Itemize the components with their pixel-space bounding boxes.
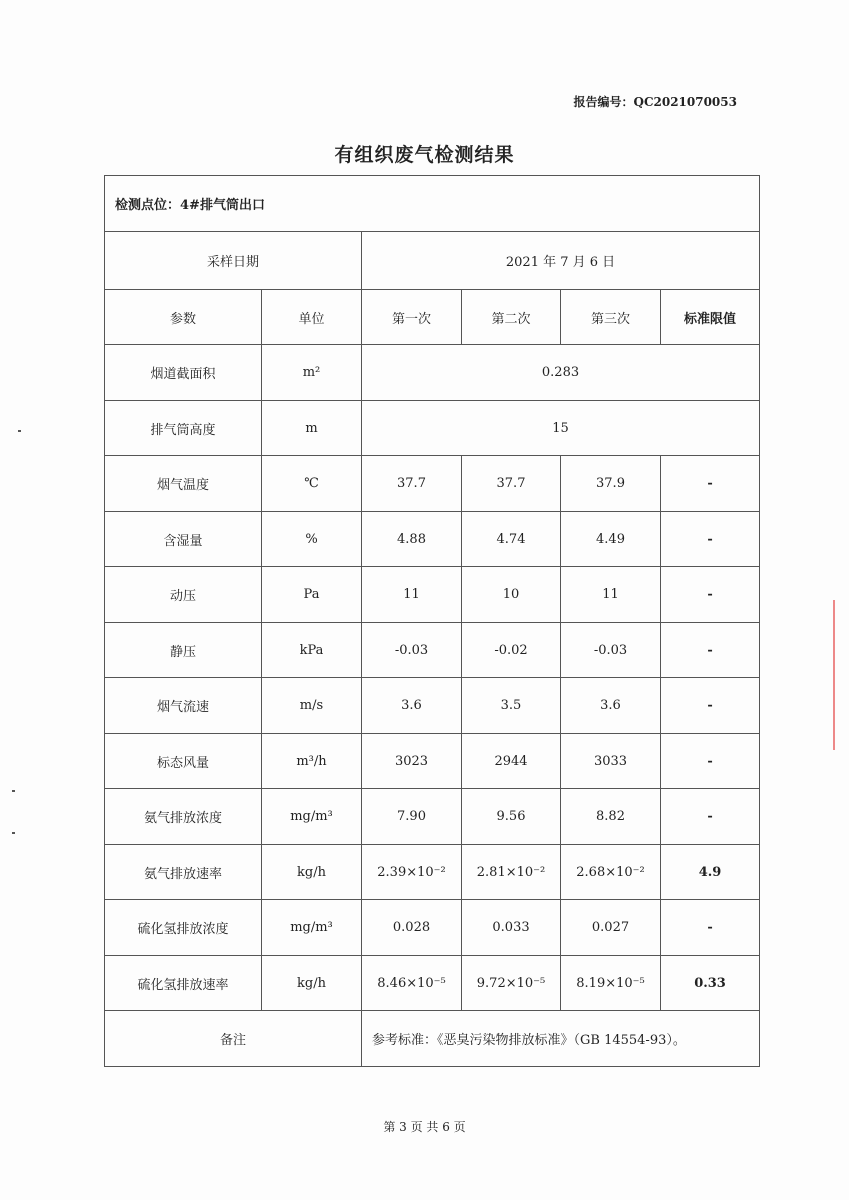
- limit-cell: -: [661, 512, 760, 567]
- unit-cell: m²: [262, 345, 362, 401]
- value-cell: 15: [362, 401, 760, 456]
- seal-stamp: [833, 600, 849, 750]
- run2-cell: 0.033: [462, 900, 561, 956]
- value-cell: 0.283: [362, 345, 760, 401]
- limit-cell: 0.33: [661, 956, 760, 1011]
- run2-cell: 2944: [462, 734, 561, 789]
- sampling-date-label: 采样日期: [105, 232, 362, 290]
- limit-cell: -: [661, 623, 760, 678]
- run3-cell: 3033: [561, 734, 661, 789]
- header-row: [105, 290, 760, 345]
- col-header-unit: 单位: [262, 290, 362, 345]
- table-row: [105, 734, 760, 789]
- unit-cell: %: [262, 512, 362, 567]
- location-row: [105, 176, 760, 232]
- param-cell: 烟气温度: [105, 456, 262, 512]
- run2-cell: 9.72×10⁻⁵: [462, 956, 561, 1011]
- table-row: [105, 401, 760, 456]
- param-cell: 动压: [105, 567, 262, 623]
- scan-speck: [18, 430, 21, 432]
- run3-cell: 3.6: [561, 678, 661, 734]
- results-table: [104, 175, 760, 1067]
- table-row: [105, 678, 760, 734]
- run1-cell: 8.46×10⁻⁵: [362, 956, 462, 1011]
- unit-cell: Pa: [262, 567, 362, 623]
- limit-cell: -: [661, 678, 760, 734]
- run3-cell: 4.49: [561, 512, 661, 567]
- param-cell: 氨气排放速率: [105, 845, 262, 900]
- run1-cell: 4.88: [362, 512, 462, 567]
- run3-cell: 2.68×10⁻²: [561, 845, 661, 900]
- unit-cell: mg/m³: [262, 900, 362, 956]
- param-cell: 氨气排放浓度: [105, 789, 262, 845]
- table-row: [105, 623, 760, 678]
- remark-text: 参考标准：《恶臭污染物排放标准》（GB 14554-93）。: [362, 1011, 760, 1067]
- unit-cell: kPa: [262, 623, 362, 678]
- sampling-date-value: 2021 年 7 月 6 日: [362, 232, 760, 290]
- run2-cell: 10: [462, 567, 561, 623]
- limit-cell: -: [661, 789, 760, 845]
- unit-cell: ℃: [262, 456, 362, 512]
- run2-cell: 2.81×10⁻²: [462, 845, 561, 900]
- run2-cell: 4.74: [462, 512, 561, 567]
- page-footer: 第 3 页 共 6 页: [383, 1120, 466, 1134]
- run1-cell: 7.90: [362, 789, 462, 845]
- col-header-run2: 第二次: [462, 290, 561, 345]
- run1-cell: 37.7: [362, 456, 462, 512]
- param-cell: 烟气流速: [105, 678, 262, 734]
- remark-row: [105, 1011, 760, 1067]
- limit-cell: -: [661, 567, 760, 623]
- col-header-param: 参数: [105, 290, 262, 345]
- location-cell: 检测点位：4#排气筒出口: [105, 176, 760, 232]
- unit-cell: m³/h: [262, 734, 362, 789]
- param-cell: 静压: [105, 623, 262, 678]
- table-row: [105, 512, 760, 567]
- page-title: 有组织废气检测结果: [334, 144, 515, 166]
- table-row: [105, 456, 760, 512]
- param-cell: 含湿量: [105, 512, 262, 567]
- run3-cell: 8.19×10⁻⁵: [561, 956, 661, 1011]
- unit-cell: mg/m³: [262, 789, 362, 845]
- run3-cell: -0.03: [561, 623, 661, 678]
- table-row: [105, 789, 760, 845]
- table-row: [105, 567, 760, 623]
- unit-cell: m/s: [262, 678, 362, 734]
- col-header-run1: 第一次: [362, 290, 462, 345]
- run2-cell: 3.5: [462, 678, 561, 734]
- run2-cell: 9.56: [462, 789, 561, 845]
- run3-cell: 37.9: [561, 456, 661, 512]
- report-number: 报告编号：QC2021070053: [573, 95, 737, 109]
- limit-cell: -: [661, 734, 760, 789]
- col-header-limit: 标准限值: [661, 290, 760, 345]
- run3-cell: 0.027: [561, 900, 661, 956]
- limit-cell: -: [661, 456, 760, 512]
- run1-cell: 2.39×10⁻²: [362, 845, 462, 900]
- table-row: [105, 956, 760, 1011]
- param-cell: 硫化氢排放浓度: [105, 900, 262, 956]
- unit-cell: kg/h: [262, 956, 362, 1011]
- table-row: [105, 900, 760, 956]
- sampling-row: [105, 232, 760, 290]
- unit-cell: m: [262, 401, 362, 456]
- col-header-run3: 第三次: [561, 290, 661, 345]
- run2-cell: 37.7: [462, 456, 561, 512]
- run1-cell: 11: [362, 567, 462, 623]
- run1-cell: 3023: [362, 734, 462, 789]
- param-cell: 排气筒高度: [105, 401, 262, 456]
- run1-cell: 0.028: [362, 900, 462, 956]
- scan-speck: [12, 790, 15, 792]
- run3-cell: 8.82: [561, 789, 661, 845]
- limit-cell: 4.9: [661, 845, 760, 900]
- remark-label: 备注: [105, 1011, 362, 1067]
- param-cell: 标态风量: [105, 734, 262, 789]
- unit-cell: kg/h: [262, 845, 362, 900]
- run3-cell: 11: [561, 567, 661, 623]
- param-cell: 烟道截面积: [105, 345, 262, 401]
- param-cell: 硫化氢排放速率: [105, 956, 262, 1011]
- run1-cell: 3.6: [362, 678, 462, 734]
- table-row: [105, 845, 760, 900]
- limit-cell: -: [661, 900, 760, 956]
- run1-cell: -0.03: [362, 623, 462, 678]
- run2-cell: -0.02: [462, 623, 561, 678]
- scan-speck: [12, 832, 15, 834]
- table-row: [105, 345, 760, 401]
